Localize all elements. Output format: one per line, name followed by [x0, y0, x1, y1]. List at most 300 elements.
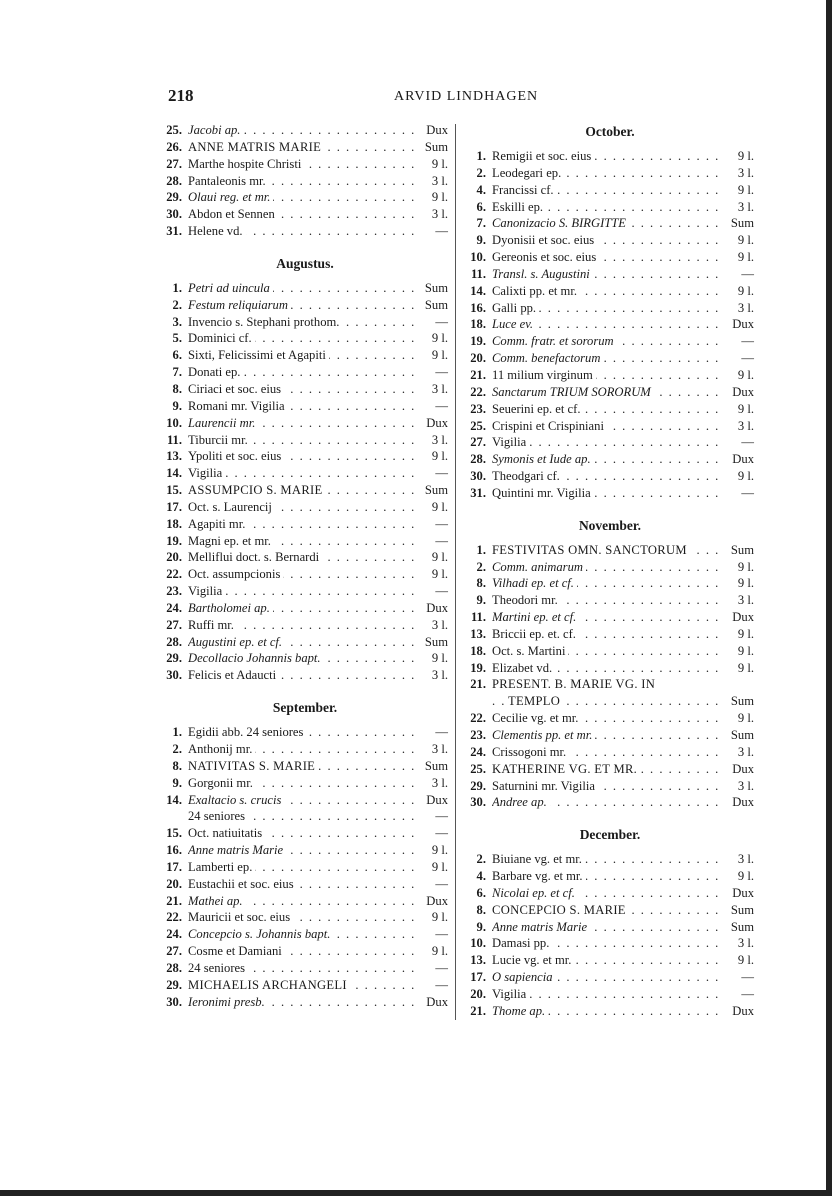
entry-rank: 3 l.: [737, 593, 754, 608]
entry-feast-name: [188, 189, 418, 206]
entry-feast-name: [492, 434, 724, 451]
entry-feast-text: Festum reliquiarum: [188, 298, 291, 312]
calendar-entry: [162, 549, 448, 566]
entry-feast-name: [188, 617, 418, 634]
entry-day: 19.: [470, 334, 486, 349]
entry-feast-name: [188, 600, 418, 617]
calendar-entry: [162, 189, 448, 206]
entry-feast-text: ASSUMPCIO S. MARIE: [188, 483, 326, 497]
entry-rank: 9 l.: [431, 499, 448, 514]
entry-day: 1.: [476, 149, 486, 163]
calendar-entry: [162, 432, 448, 449]
entry-feast-text: Cecilie vg. et mr.: [492, 711, 581, 725]
entry-rank: 9 l.: [737, 283, 754, 298]
entry-day: 25.: [470, 761, 486, 776]
column-divider: [455, 124, 456, 1020]
entry-day: 23.: [470, 728, 486, 742]
entry-feast-text: Dyonisii et soc. eius: [492, 233, 597, 247]
entry-day: 28.: [166, 960, 182, 975]
entry-day: 27.: [166, 156, 182, 171]
entry-feast-text: Donati ep.: [188, 365, 243, 379]
entry-feast-text: Abdon et Sennen: [188, 207, 278, 221]
entry-feast-text: Lamberti ep.: [188, 860, 255, 874]
entry-feast-name: [188, 398, 418, 415]
entry-day: 17.: [470, 970, 486, 985]
section-gap: [466, 811, 754, 825]
entry-feast-name: [492, 542, 724, 559]
entry-rank: Dux: [426, 600, 448, 615]
entry-rank: 3 l.: [737, 165, 754, 180]
calendar-entry: [466, 676, 754, 693]
entry-day: 8.: [476, 902, 486, 917]
entry-feast-name: [492, 710, 724, 727]
month-heading: December.: [579, 827, 641, 843]
entry-day: 27.: [166, 617, 182, 632]
entry-feast-name: [492, 935, 724, 952]
entry-rank: 9 l.: [737, 401, 754, 416]
entry-rank: 3 l.: [431, 207, 448, 222]
entry-feast-text: Gereonis et soc. eius: [492, 250, 599, 264]
calendar-entry: [162, 465, 448, 482]
entry-feast-text: Vilhadi ep. et cf.: [492, 576, 577, 590]
entry-day: 2.: [476, 165, 486, 180]
entry-feast-text: PRESENT. B. MARIE VG. IN: [492, 677, 658, 691]
entry-day: 18.: [166, 516, 182, 531]
entry-feast-name: [188, 825, 418, 842]
entry-day: 25.: [470, 418, 486, 433]
entry-feast-name: [188, 156, 418, 173]
entry-day: 2.: [476, 852, 486, 867]
entry-feast-name: [188, 842, 418, 859]
entry-day: 28.: [166, 634, 182, 649]
entry-feast-name: [188, 381, 418, 398]
entry-feast-text: Invencio s. Stephani prothom.: [188, 315, 342, 329]
entry-feast-text: Remigii et soc. eius: [492, 149, 594, 163]
entry-day: 20.: [166, 550, 182, 565]
calendar-entry: [162, 566, 448, 583]
entry-feast-name: [492, 283, 724, 300]
entry-rank: 9 l.: [737, 182, 754, 197]
entry-feast-text: TEMPLO: [508, 694, 563, 708]
calendar-entry: [162, 173, 448, 190]
entry-feast-text: Petri ad uincula: [188, 281, 273, 295]
entry-feast-name: [492, 350, 724, 367]
entry-day: 10.: [166, 415, 182, 430]
entry-rank: 9 l.: [431, 348, 448, 363]
entry-rank: 3 l.: [431, 617, 448, 632]
entry-feast-name: [492, 885, 724, 902]
entry-rank: —: [741, 986, 754, 1001]
calendar-entry: [466, 885, 754, 902]
entry-rank: Dux: [426, 792, 448, 807]
entry-rank: 9 l.: [737, 643, 754, 658]
calendar-entry: [162, 775, 448, 792]
entry-feast-text: Ruffi mr.: [188, 618, 237, 632]
entry-feast-text: Elizabet vd.: [492, 661, 555, 675]
entry-rank: 9 l.: [737, 250, 754, 265]
entry-rank: 9 l.: [737, 626, 754, 641]
entry-day: 21.: [470, 677, 486, 692]
calendar-entry: [162, 516, 448, 533]
calendar-entry: [466, 468, 754, 485]
calendar-entry: [162, 364, 448, 381]
calendar-entry: [162, 347, 448, 364]
entry-feast-name: [188, 893, 418, 910]
entry-day: 3.: [172, 314, 182, 329]
calendar-entry: [466, 300, 754, 317]
entry-feast-name: [492, 367, 724, 384]
entry-feast-text: Tiburcii mr.: [188, 433, 251, 447]
calendar-entry: [162, 415, 448, 432]
entry-day: 27.: [470, 435, 486, 450]
entry-rank: Dux: [732, 885, 754, 900]
calendar-entry: [162, 825, 448, 842]
entry-day: 1.: [172, 725, 182, 740]
entry-feast-text: Crispini et Crispiniani: [492, 419, 607, 433]
entry-rank: —: [741, 435, 754, 450]
section-gap: [466, 502, 754, 516]
entry-feast-text: Oct. s. Martini: [492, 644, 568, 658]
calendar-entry: [466, 451, 754, 468]
entry-day: 9.: [476, 919, 486, 934]
entry-rank: —: [435, 398, 448, 413]
entry-feast-text: Eustachii et soc. eius: [188, 877, 297, 891]
calendar-entry: [466, 935, 754, 952]
entry-feast-text: Gorgonii mr.: [188, 776, 256, 790]
entry-rank: 9 l.: [431, 331, 448, 346]
entry-day: 20.: [470, 986, 486, 1001]
entry-rank: —: [435, 977, 448, 992]
entry-feast-text: Vigilia: [492, 435, 529, 449]
entry-day: 30.: [166, 207, 182, 222]
entry-day: 2.: [476, 559, 486, 574]
entry-rank: 9 l.: [431, 859, 448, 874]
entry-rank: 3 l.: [431, 381, 448, 396]
calendar-entry: [162, 792, 448, 809]
entry-rank: Dux: [732, 317, 754, 332]
entry-rank: Dux: [732, 384, 754, 399]
entry-rank: Dux: [732, 795, 754, 810]
entry-rank: —: [435, 314, 448, 329]
entry-rank: Sum: [424, 280, 448, 295]
entry-feast-name: [492, 609, 724, 626]
right-column: [466, 122, 754, 1020]
entry-feast-name: [188, 347, 418, 364]
entry-feast-text: Oct. assumpcionis: [188, 567, 283, 581]
entry-feast-text: CONCEPCIO S. MARIE: [492, 903, 629, 917]
entry-rank: Dux: [426, 994, 448, 1009]
entry-feast-name: [492, 468, 724, 485]
entry-feast-text: Mauricii et soc. eius: [188, 910, 293, 924]
entry-feast-name: [492, 232, 724, 249]
entry-feast-text: ANNE MATRIS MARIE: [188, 140, 324, 154]
entry-feast-text: Decollacio Johannis bapt.: [188, 651, 324, 665]
entry-rank: —: [435, 584, 448, 599]
entry-rank: 3 l.: [737, 852, 754, 867]
entry-rank: 3 l.: [431, 775, 448, 790]
entry-rank: —: [435, 533, 448, 548]
calendar-entry: [162, 206, 448, 223]
entry-feast-name: [188, 280, 418, 297]
entry-rank: —: [435, 466, 448, 481]
entry-feast-text: Cosme et Damiani: [188, 944, 285, 958]
entry-day: 8.: [172, 758, 182, 773]
entry-rank: 9 l.: [737, 559, 754, 574]
entry-feast-text: Thome ap.: [492, 1004, 548, 1018]
entry-rank: Sum: [424, 297, 448, 312]
entry-feast-name: [492, 575, 724, 592]
entry-day: 10.: [470, 936, 486, 951]
entry-day: 6.: [476, 885, 486, 900]
calendar-entry: [466, 744, 754, 761]
running-title: ARVID LINDHAGEN: [394, 89, 539, 104]
entry-feast-text: Bartholomei ap.: [188, 601, 273, 615]
calendar-entry: [162, 994, 448, 1011]
entry-feast-name: [188, 792, 418, 809]
entry-rank: 3 l.: [737, 744, 754, 759]
entry-feast-text: Vigilia: [492, 987, 529, 1001]
calendar-entry: [466, 559, 754, 576]
calendar-entry: [466, 283, 754, 300]
entry-feast-text: Helene vd.: [188, 224, 246, 238]
entry-rank: 9 l.: [431, 156, 448, 171]
section-gap: [162, 240, 448, 254]
entry-rank: 9 l.: [737, 367, 754, 382]
calendar-entry: [162, 381, 448, 398]
entry-day: 21.: [470, 1003, 486, 1018]
entry-rank: —: [741, 351, 754, 366]
entry-day: 14.: [166, 466, 182, 481]
entry-rank: —: [435, 224, 448, 239]
entry-feast-name: [188, 650, 418, 667]
calendar-entry: [466, 794, 754, 811]
entry-feast-text: Calixti pp. et mr.: [492, 284, 580, 298]
entry-day: 22.: [470, 384, 486, 399]
entry-rank: —: [435, 960, 448, 975]
page-header: [168, 86, 748, 108]
entry-feast-name: [188, 960, 418, 977]
entry-feast-text: Comm. animarum: [492, 560, 586, 574]
entry-feast-text: Andree ap.: [492, 795, 550, 809]
entry-day: 29.: [166, 977, 182, 992]
entry-feast-name: [188, 533, 418, 550]
entry-rank: Sum: [730, 919, 754, 934]
entry-feast-text: Jacobi ap.: [188, 123, 243, 137]
entry-day: 14.: [470, 283, 486, 298]
entry-feast-name: [188, 549, 418, 566]
calendar-entry: [162, 893, 448, 910]
calendar-entry: [162, 223, 448, 240]
entry-rank: —: [435, 725, 448, 740]
calendar-entry: [162, 758, 448, 775]
calendar-entry: [466, 232, 754, 249]
entry-feast-text: Olaui reg. et mr.: [188, 190, 273, 204]
entry-day: 15.: [166, 826, 182, 841]
entry-feast-name: [492, 451, 724, 468]
entry-feast-text: Oct. natiuitatis: [188, 826, 265, 840]
entry-feast-name: [492, 744, 724, 761]
entry-feast-text: Romani mr. Vigilia: [188, 399, 288, 413]
entry-feast-name: [492, 902, 724, 919]
entry-feast-name: [492, 727, 724, 744]
entry-feast-name: [188, 859, 418, 876]
page-edge: [826, 0, 832, 1196]
entry-day: 9.: [476, 593, 486, 608]
calendar-entry: [466, 333, 754, 350]
calendar-entry: [466, 778, 754, 795]
entry-day: 9.: [476, 233, 486, 248]
entry-day: 15.: [166, 483, 182, 498]
entry-feast-name: [188, 775, 418, 792]
calendar-entry: [466, 434, 754, 451]
entry-feast-text: 11 milium virginum: [492, 368, 596, 382]
entry-feast-name: [492, 300, 724, 317]
entry-rank: Dux: [732, 761, 754, 776]
entry-feast-name: [492, 851, 724, 868]
entry-feast-name: [188, 876, 418, 893]
entry-rank: 9 l.: [431, 550, 448, 565]
entry-feast-text: Ypoliti et soc. eius: [188, 449, 284, 463]
entry-rank: —: [435, 927, 448, 942]
entry-rank: 9 l.: [431, 567, 448, 582]
calendar-entry: [466, 761, 754, 778]
entry-day: 31.: [166, 224, 182, 239]
section-gap: [162, 684, 448, 698]
calendar-entry: [466, 851, 754, 868]
entry-rank: Sum: [730, 728, 754, 742]
month-heading: Augustus.: [276, 255, 334, 271]
calendar-entry: [466, 710, 754, 727]
entry-feast-name: [188, 173, 418, 190]
entry-feast-name: [188, 724, 418, 741]
calendar-entry: [466, 626, 754, 643]
entry-day: 13.: [166, 449, 182, 464]
calendar-entry: [162, 842, 448, 859]
month-heading: September.: [272, 700, 338, 716]
entry-feast-name: [188, 139, 418, 156]
entry-feast-text: Mathei ap.: [188, 894, 246, 908]
entry-rank: 9 l.: [737, 149, 754, 163]
calendar-entry: [466, 316, 754, 333]
entry-feast-name: [188, 330, 418, 347]
calendar-entry: [162, 156, 448, 173]
entry-feast-text: Sanctarum TRIUM SORORUM: [492, 385, 654, 399]
entry-day: 1.: [476, 542, 486, 557]
calendar-entry: [466, 485, 754, 502]
entry-feast-name: [188, 297, 418, 314]
entry-feast-name: [188, 122, 418, 139]
entry-day: 11.: [470, 266, 486, 281]
entry-rank: Sum: [424, 139, 448, 154]
entry-day: 19.: [166, 533, 182, 548]
calendar-entry: [162, 617, 448, 634]
entry-feast-text: Quintini mr. Vigilia: [492, 486, 594, 500]
entry-feast-text: Comm. fratr. et sororum: [492, 334, 617, 348]
calendar-entry: [162, 139, 448, 156]
entry-feast-name: [492, 316, 724, 333]
entry-feast-text: Sixti, Felicissimi et Agapiti: [188, 348, 329, 362]
entry-rank: 9 l.: [737, 953, 754, 968]
entry-feast-name: [492, 626, 724, 643]
entry-day: 16.: [470, 300, 486, 315]
entry-rank: 3 l.: [431, 173, 448, 188]
entry-feast-name: [188, 499, 418, 516]
entry-rank: 3 l.: [737, 199, 754, 214]
entry-rank: —: [435, 516, 448, 531]
entry-day: 17.: [166, 859, 182, 874]
entry-feast-name: [492, 1003, 724, 1020]
calendar-entry: [466, 919, 754, 936]
month-heading: November.: [578, 517, 642, 533]
entry-rank: Dux: [426, 415, 448, 430]
entry-feast-text: Dominici cf.: [188, 331, 255, 345]
entry-feast-text: 24 seniores: [188, 809, 248, 823]
entry-feast-name: [492, 182, 724, 199]
entry-day: 30.: [470, 795, 486, 810]
entry-feast-name: [188, 482, 418, 499]
entry-feast-name: [492, 249, 724, 266]
entry-rank: Sum: [730, 902, 754, 917]
entry-feast-text: Martini ep. et cf.: [492, 610, 579, 624]
entry-feast-text: Symonis et Iude ap.: [492, 452, 594, 466]
entry-rank: —: [435, 809, 448, 824]
entry-feast-text: Lucie vg. et mr.: [492, 953, 574, 967]
entry-feast-text: Felicis et Adaucti: [188, 668, 279, 682]
entry-day: 29.: [470, 778, 486, 793]
entry-feast-text: Canonizacio S. BIRGITTE: [492, 216, 629, 230]
calendar-entry: [162, 650, 448, 667]
entry-feast-name: [188, 566, 418, 583]
entry-day: 22.: [166, 567, 182, 582]
entry-day: 13.: [470, 626, 486, 641]
calendar-entry: [162, 741, 448, 758]
entry-feast-name: [492, 165, 724, 182]
calendar-entry: [162, 280, 448, 297]
calendar-entry: [466, 182, 754, 199]
entry-rank: 3 l.: [431, 432, 448, 447]
entry-feast-name: [188, 943, 418, 960]
entry-feast-text: Theodori mr.: [492, 593, 561, 607]
entry-feast-name: [188, 206, 418, 223]
entry-day: 29.: [166, 651, 182, 666]
entry-rank: —: [435, 365, 448, 380]
calendar-entry: [466, 902, 754, 919]
calendar-entry: [466, 350, 754, 367]
entry-day: 17.: [166, 499, 182, 514]
entry-day: 24.: [470, 744, 486, 759]
entry-day: 1.: [172, 280, 182, 295]
entry-feast-text: Theodgari cf.: [492, 469, 563, 483]
calendar-entry: [162, 634, 448, 651]
entry-feast-name: [492, 215, 724, 232]
entry-day: 24.: [166, 927, 182, 942]
entry-day: 21.: [470, 367, 486, 382]
calendar-entry: [162, 876, 448, 893]
entry-day: 8.: [172, 381, 182, 396]
entry-feast-name: [188, 448, 418, 465]
entry-rank: 9 l.: [431, 190, 448, 205]
entry-feast-text: Laurencii mr.: [188, 416, 258, 430]
entry-rank: —: [435, 826, 448, 841]
entry-feast-text: O sapiencia: [492, 970, 556, 984]
entry-feast-name: [492, 559, 724, 576]
entry-rank: 3 l.: [431, 668, 448, 683]
page-number: 218: [168, 86, 194, 105]
entry-rank: Sum: [730, 216, 754, 231]
entry-feast-text: Crissogoni mr.: [492, 745, 569, 759]
entry-feast-name: [188, 415, 418, 432]
entry-feast-text: Barbare vg. et mr.: [492, 869, 586, 883]
